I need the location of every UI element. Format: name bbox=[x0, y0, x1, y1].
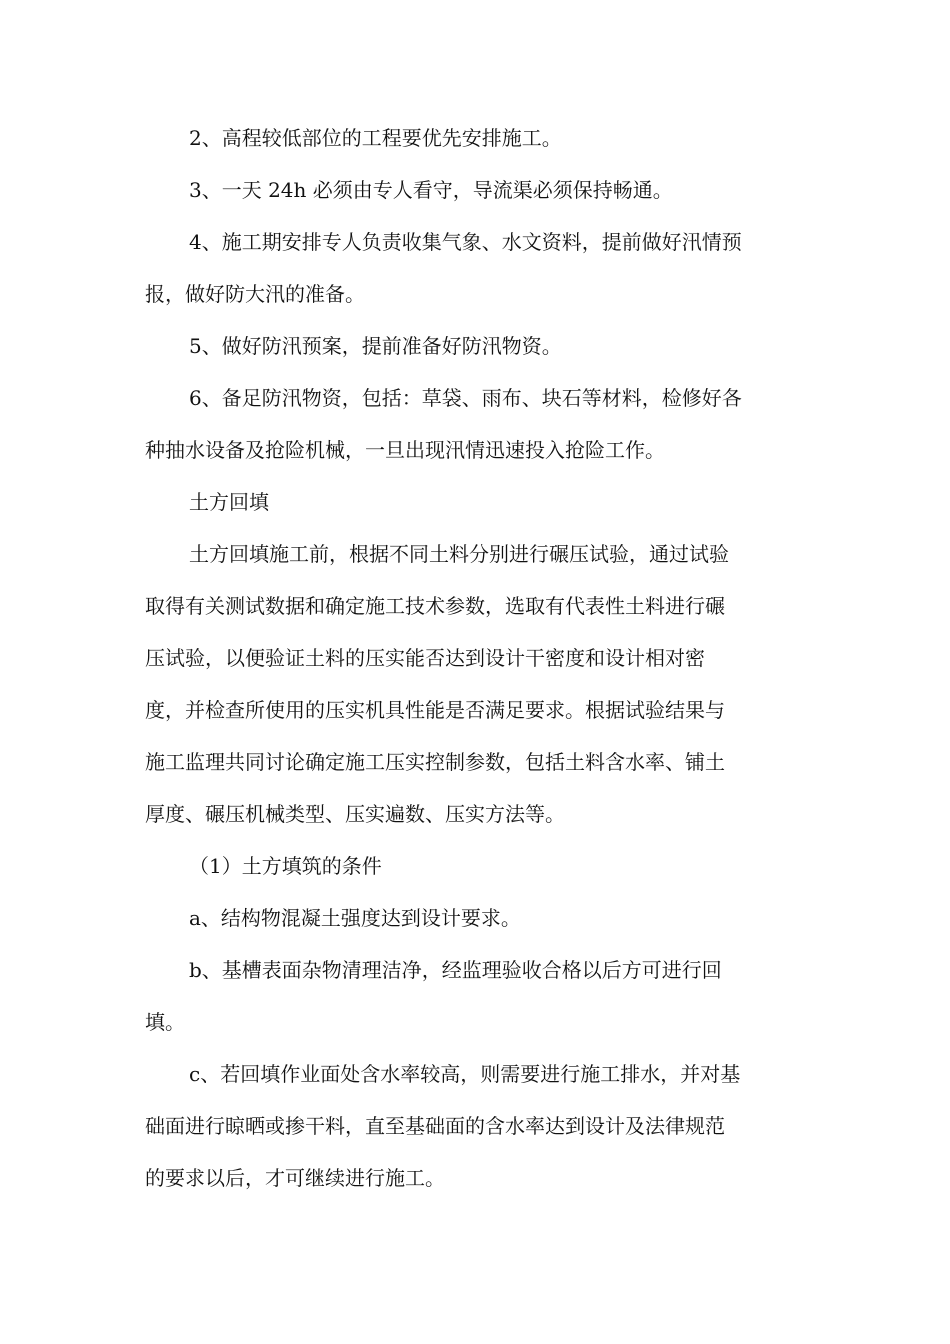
text-line: 厚度、碾压机械类型、压实遍数、压实方法等。 bbox=[145, 802, 565, 826]
text-line: 施工监理共同讨论确定施工压实控制参数，包括土料含水率、铺土 bbox=[145, 750, 725, 774]
text-line: a、结构物混凝土强度达到设计要求。 bbox=[189, 906, 521, 930]
document-body bbox=[145, 112, 809, 1204]
text-line: 度，并检查所使用的压实机具性能是否满足要求。根据试验结果与 bbox=[145, 698, 725, 722]
text-line: 5、做好防汛预案，提前准备好防汛物资。 bbox=[189, 334, 562, 358]
text-line: 种抽水设备及抢险机械，一旦出现汛情迅速投入抢险工作。 bbox=[145, 438, 665, 462]
text-line: 取得有关测试数据和确定施工技术参数，选取有代表性土料进行碾 bbox=[145, 594, 725, 618]
text-line: 2、高程较低部位的工程要优先安排施工。 bbox=[189, 126, 562, 150]
text-line: 填。 bbox=[145, 1010, 185, 1034]
text-line: 报，做好防大汛的准备。 bbox=[145, 282, 365, 306]
text-line: 6、备足防汛物资，包括：草袋、雨布、块石等材料，检修好各 bbox=[189, 386, 742, 410]
text-line: 础面进行晾晒或掺干料，直至基础面的含水率达到设计及法律规范 bbox=[145, 1114, 725, 1138]
text-line: 土方回填施工前，根据不同土料分别进行碾压试验，通过试验 bbox=[189, 542, 729, 566]
text-line: b、基槽表面杂物清理洁净，经监理验收合格以后方可进行回 bbox=[189, 958, 722, 982]
text-line: c、若回填作业面处含水率较高，则需要进行施工排水，并对基 bbox=[189, 1062, 741, 1086]
text-line: 压试验，以便验证土料的压实能否达到设计干密度和设计相对密 bbox=[145, 646, 705, 670]
section-heading: 土方回填 bbox=[189, 490, 269, 514]
subsection-heading: （1）土方填筑的条件 bbox=[189, 854, 382, 878]
text-line: 的要求以后，才可继续进行施工。 bbox=[145, 1166, 445, 1190]
text-line: 3、一天 24h 必须由专人看守，导流渠必须保持畅通。 bbox=[189, 178, 673, 202]
text-line: 4、施工期安排专人负责收集气象、水文资料，提前做好汛情预 bbox=[189, 230, 742, 254]
